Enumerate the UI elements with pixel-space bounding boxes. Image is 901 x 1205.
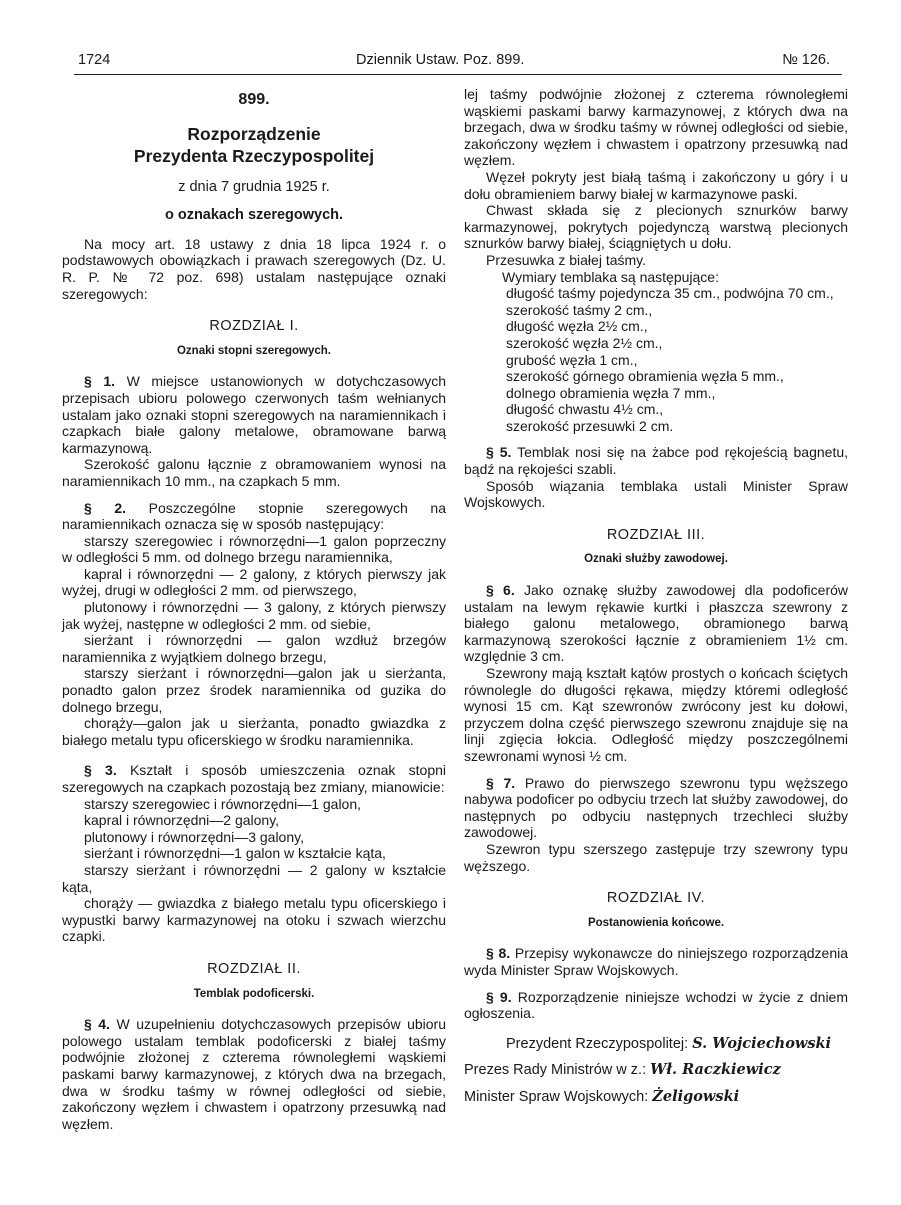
- paragraph-text: Przepisy wykonawcze do niniejszego rozporządzenia wyda Minister Spraw Wojskowych.: [464, 945, 849, 978]
- paragraph-4-slider: Przesuwka z białej taśmy.: [486, 251, 647, 268]
- paragraph-4-knot: Węzeł pokryty jest białą taśmą i zakończony u góry i u dołu obramieniem barwy białej w karmazynowe paski.: [464, 168, 848, 202]
- dimension-item: długość taśmy pojedyncza 35 cm., podwójna 70 cm.,: [506, 285, 834, 302]
- act-number: 899.: [238, 91, 270, 108]
- section-number: § 5.: [486, 444, 512, 461]
- section-number: § 9.: [486, 988, 512, 1005]
- paragraph-5-cont: Sposób wiązania temblaka ustali Minister Spraw Wojskowych.: [464, 477, 848, 511]
- list-item: starszy szeregowiec i równorzędni—1 galon,: [84, 795, 362, 812]
- dimension-item: szerokość przesuwki 2 cm.: [506, 417, 674, 434]
- act-date: z dnia 7 grudnia 1925 r.: [178, 178, 330, 195]
- chapter-2-title: ROZDZIAŁ II.: [207, 960, 301, 977]
- paragraph-7: [464, 775, 848, 841]
- paragraph-9: [464, 989, 848, 1022]
- paragraph-7-cont: Szewron typu szerszego zastępuje trzy szewrony typu węższego.: [464, 840, 848, 874]
- page-number: 1724: [78, 52, 111, 68]
- list-item: kapral i równorzędni — 2 galony, z których pierwszy jak wyżej, drugi w odległości 2 mm. od pierwszego,: [62, 565, 446, 599]
- signature-minister: [464, 1089, 848, 1106]
- signature-name: Wł. Raczkiewicz: [650, 1061, 781, 1079]
- act-title-line1: Rozporządzenie: [187, 123, 321, 144]
- section-number: § 3.: [84, 762, 117, 779]
- paragraph-text: Jako oznakę służby zawodowej dla podoficerów ustalam na lewym rękawie kurtki i płaszcza szewrony z białego galonu metalowego, obramionego barwą karmazynową szerokości łącznie z obramieniem 1½ cm. względnie 3 cm.: [464, 582, 849, 665]
- section-number: § 7.: [486, 774, 516, 791]
- paragraph-8: [464, 945, 848, 978]
- section-number: § 4.: [84, 1016, 110, 1033]
- header-divider: [74, 74, 842, 75]
- list-item: starszy szeregowiec i równorzędni—1 galon poprzeczny w odległości 5 mm. od dolnego brzegu naramiennika,: [62, 532, 446, 566]
- paragraph-3: [62, 762, 446, 795]
- dimension-item: szerokość węzła 2½ cm.,: [506, 334, 663, 351]
- paragraph-6: [464, 582, 848, 665]
- signature-name: Żeligowski: [652, 1087, 740, 1105]
- act-subject: o oznakach szeregowych.: [164, 207, 344, 224]
- section-number: § 8.: [486, 945, 511, 962]
- chapter-1-title: ROZDZIAŁ I.: [209, 318, 299, 335]
- paragraph-text: Kształt i sposób umieszczenia oznak stopni szeregowych na czapkach pozostają bez zmiany, mianowicie:: [62, 762, 447, 795]
- list-item: chorąży—galon jak u sierżanta, ponadto gwiazdka z białego metalu typu oficerskiego w środku naramiennika.: [62, 715, 446, 748]
- signature-role: Prezydent Rzeczypospolitej:: [506, 1035, 689, 1052]
- paragraph-text: W miejsce ustanowionych w dotychczasowych przepisach ubioru polowego czerwonych taśm wełnianych ustalam jako oznaki stopni szeregowych na naramiennikach i czapkach białe galony metalowe, obramowane barwą karmazynową.: [62, 373, 446, 456]
- dimension-item: grubość węzła 1 cm.,: [506, 351, 638, 368]
- paragraph-1-cont: Szerokość galonu łącznie z obramowaniem wynosi na naramiennikach 10 mm., na czapkach 5 mm.: [62, 456, 446, 489]
- right-column: [464, 86, 848, 1105]
- chapter-4-title: ROZDZIAŁ IV.: [606, 890, 706, 907]
- list-item: starszy sierżant i równorzędni—galon jak u sierżanta, ponadto galon przez środek naramiennika od guzika do dolnego brzegu,: [62, 665, 446, 715]
- signature-president: [464, 1036, 848, 1053]
- list-item: starszy sierżant i równorzędni — 2 galony w kształcie kąta,: [62, 861, 446, 895]
- list-item: kapral i równorzędni—2 galony,: [84, 812, 280, 829]
- section-number: § 2.: [84, 499, 127, 516]
- chapter-3-title: ROZDZIAŁ III.: [606, 526, 706, 543]
- signature-role: Prezes Rady Ministrów w z.:: [464, 1062, 647, 1079]
- issue-number: № 126.: [782, 52, 830, 68]
- signature-prime-minister: [464, 1062, 848, 1079]
- dimension-item: szerokość taśmy 2 cm.,: [506, 301, 653, 318]
- chapter-3-subtitle: Oznaki służby zawodowej.: [584, 553, 728, 566]
- signature-name: S. Wojciechowski: [692, 1034, 832, 1052]
- section-number: § 1.: [84, 373, 116, 390]
- paragraph-text: Prawo do pierwszego szewronu typu węższego nabywa podoficer po odbyciu trzech lat służby zawodowej, do następnych po odbyciu następnych trzechleci służby zawodowej.: [464, 774, 849, 841]
- chapter-2-subtitle: Temblak podoficerski.: [193, 987, 315, 1000]
- left-column: [62, 86, 447, 1132]
- signature-role: Minister Spraw Wojskowych:: [464, 1088, 649, 1105]
- act-title-line2: Prezydenta Rzeczypospolitej: [133, 145, 375, 166]
- preamble: Na mocy art. 18 ustawy z dnia 18 lipca 1924 r. o podstawowych obowiązkach i prawach szeregowych (Dz. U. R. P. № 72 poz. 698) ustalam następujące oznaki szeregowych:: [62, 235, 446, 302]
- paragraph-text: Rozporządzenie niniejsze wchodzi w życie z dniem ogłoszenia.: [464, 988, 849, 1022]
- list-item: plutonowy i równorzędni — 3 galony, z których pierwszy jak wyżej, następne w odległości 2 mm. od siebie,: [62, 599, 446, 632]
- list-item: chorąży — gwiazdka z białego metalu typu oficerskiego i wypustki barwy karmazynowej na otoku i szwach wierzchu czapki.: [62, 895, 446, 945]
- paragraph-2: [62, 500, 446, 533]
- list-item: plutonowy i równorzędni—3 galony,: [84, 828, 304, 845]
- chapter-4-subtitle: Postanowienia końcowe.: [587, 916, 725, 929]
- dimension-item: szerokość górnego obramienia węzła 5 mm.,: [506, 368, 784, 385]
- list-item: sierżant i równorzędni—1 galon w kształcie kąta,: [84, 845, 386, 862]
- section-number: § 6.: [486, 582, 515, 599]
- dimension-item: długość węzła 2½ cm.,: [506, 318, 648, 335]
- chapter-1-subtitle: Oznaki stopni szeregowych.: [176, 344, 331, 357]
- page-header: [78, 52, 840, 72]
- paragraph-text: W uzupełnieniu dotychczasowych przepisów ubioru polowego ustalam temblak podoficerski z białej taśmy podwójnie złożonej z czterema równoległemi wąskiemi paskami barwy karmazynowej, z których dwa na brzegach, dwa w środku taśmy w równej odległości od siebie, zakończony węzłem i chwastem i opatrzony przesuwką nad węzłem.: [62, 1016, 446, 1132]
- paragraph-text: Poszczególne stopnie szeregowych na naramiennikach oznacza się w sposób następujący:: [62, 499, 447, 533]
- paragraph-4: [62, 1016, 446, 1132]
- dimension-item: dolnego obramienia węzła 7 mm.,: [506, 384, 716, 401]
- paragraph-5: [464, 444, 848, 477]
- paragraph-6-cont: Szewrony mają kształt kątów prostych o końcach ściętych równolegle do długości rękawa, między któremi odległość wynosi 15 cm. Kąt szewronów zwrócony jest ku dołowi, przyczem dolna część pierwszego szewronu znajduje się na linji zgięcia łokcia. Odległość między poszczególnemi szewronami wynosi ½ cm.: [464, 665, 848, 764]
- dimension-item: długość chwastu 4½ cm.,: [506, 401, 664, 418]
- paragraph-text: Temblak nosi się na żabce pod rękojeścią bagnetu, bądź na rękojeści szabli.: [464, 444, 849, 478]
- paragraph-1: [62, 373, 446, 456]
- paragraph-4-tassel: Chwast składa się z plecionych sznurków barwy karmazynowej, pokrytych pojedynczą warstwą plecionych sznurków barwy białej, ściągniętych u dołu.: [464, 202, 848, 252]
- journal-title: Dziennik Ustaw. Poz. 899.: [356, 52, 525, 68]
- paragraph-4-continued: lej taśmy podwójnie złożonej z czterema równoległemi wąskiemi paskami barwy karmazynowej, z których dwa na brzegach, dwa w środku taśmy w równej odległości od siebie, zakończony węzłem i chwastem i opatrzony przesuwką nad węzłem.: [464, 86, 848, 169]
- list-item: sierżant i równorzędni — galon wzdłuż brzegów naramiennika z wyjątkiem dolnego brzegu,: [62, 632, 446, 665]
- dimensions-intro: Wymiary temblaka są następujące:: [502, 268, 719, 285]
